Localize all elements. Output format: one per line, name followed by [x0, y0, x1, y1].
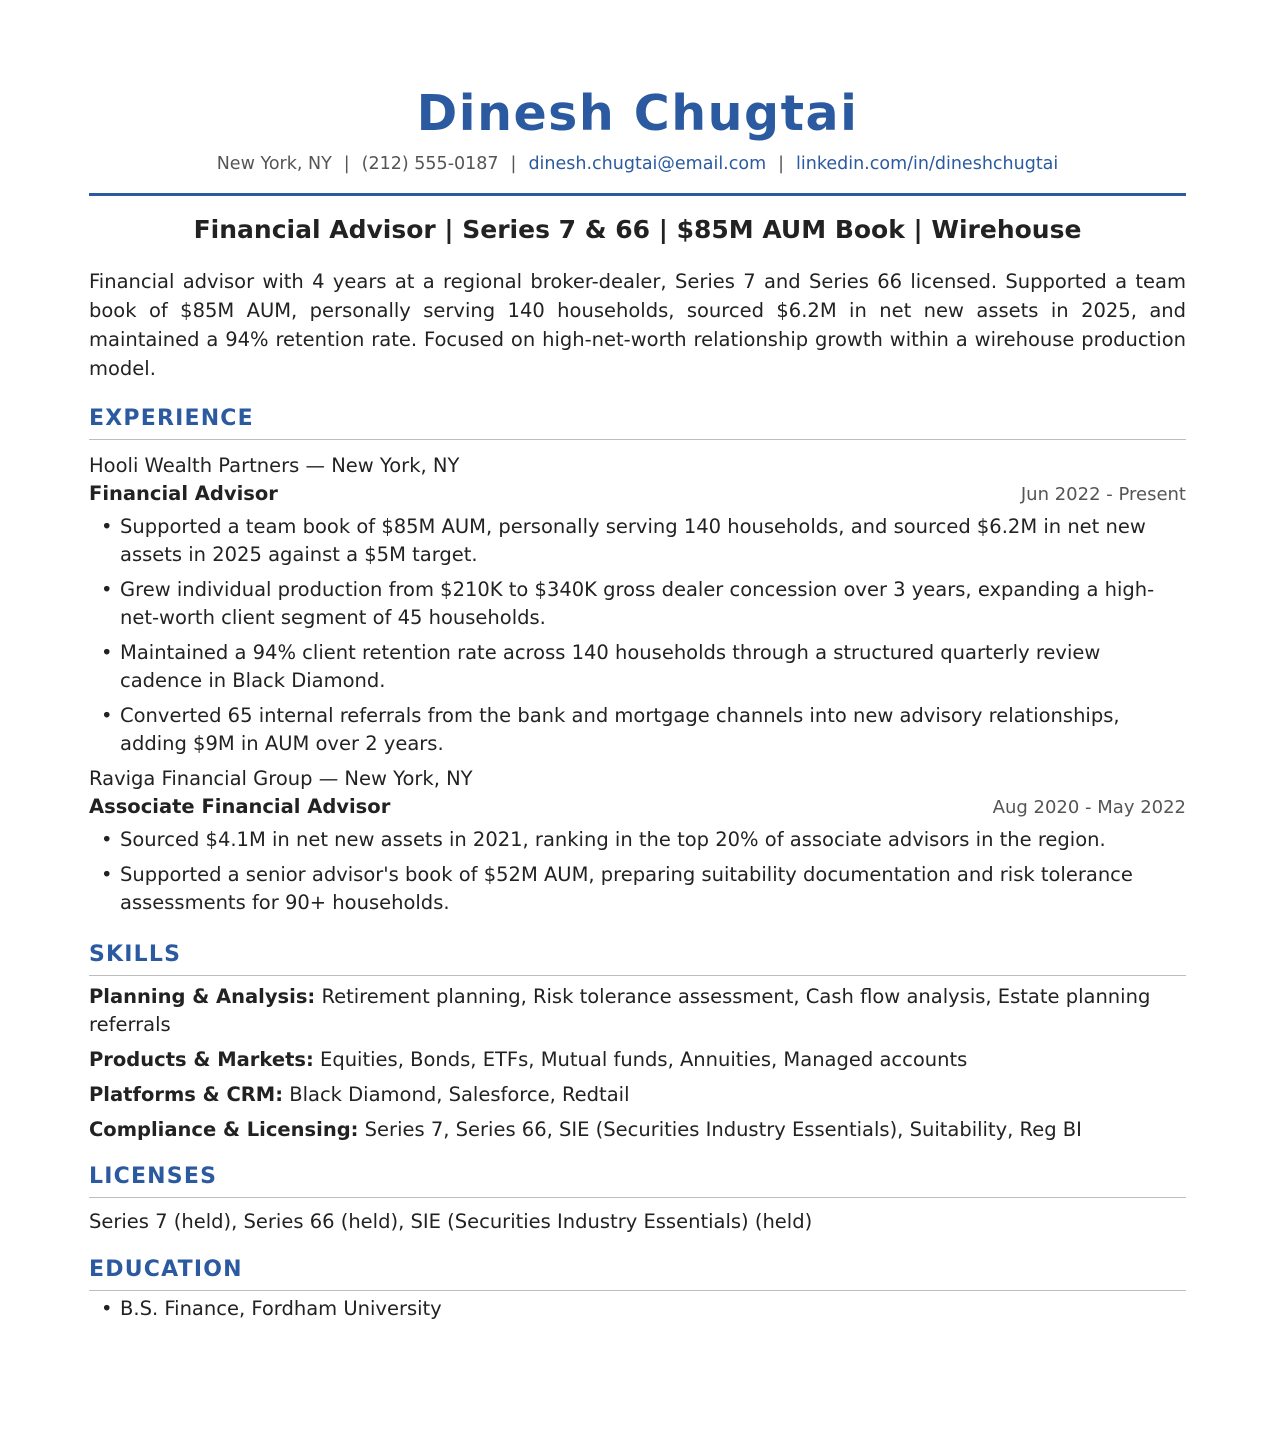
skill-line [89, 1046, 1186, 1074]
job-entry [89, 765, 1186, 917]
section-title-education: EDUCATION [89, 1257, 243, 1282]
contact-phone: (212) 555-0187 [361, 154, 499, 174]
bullet-text: Supported a senior advisor's book of $52M AUM, preparing suitability documentation and risk tolerance assessments for 90+ households. [120, 863, 1133, 914]
contact-separator: | [343, 154, 350, 174]
list-item [89, 826, 1186, 854]
list-item [89, 639, 1186, 695]
job-bullets [89, 513, 1186, 758]
section-title-skills: SKILLS [89, 942, 182, 967]
list-item [89, 576, 1186, 632]
contact-linkedin-link[interactable]: linkedin.com/in/dineshchugtai [796, 154, 1059, 174]
education-list [89, 1295, 1186, 1323]
contact-separator: | [510, 154, 517, 174]
bullet-icon: • [101, 641, 113, 664]
skill-line [89, 1081, 1186, 1109]
skill-items: Equities, Bonds, ETFs, Mutual funds, Annuities, Managed accounts [320, 1048, 968, 1071]
skill-category: Compliance & Licensing: [89, 1118, 359, 1141]
skill-line [89, 983, 1186, 1039]
bullet-text: Sourced $4.1M in net new assets in 2021, ranking in the top 20% of associate advisors in the region. [120, 828, 1106, 851]
list-item [89, 1295, 1186, 1323]
bullet-text: Supported a team book of $85M AUM, personally serving 140 households, and sourced $6.2M in net new assets in 2025 against a $5M target. [120, 515, 1146, 566]
contact-separator: | [778, 154, 785, 174]
job-title-row [89, 480, 1186, 509]
bullet-icon: • [101, 578, 113, 601]
bullet-icon: • [101, 1297, 113, 1320]
job-bullets [89, 826, 1186, 917]
summary-paragraph: Financial advisor with 4 years at a regional broker-dealer, Series 7 and Series 66 licensed. Supported a team book of $85M AUM, personally serving 140 households, sourced $6.2M in net new assets in 2025, and maintained a 94% retention rate. Focused on high-net-worth relationship growth within a wirehouse production model. [89, 270, 1186, 380]
bullet-text: Maintained a 94% client retention rate across 140 households through a structured quarterly review cadence in Black Diamond. [120, 641, 1101, 692]
job-dates: Aug 2020 - May 2022 [992, 797, 1186, 818]
contact-line [89, 152, 1186, 176]
job-title: Associate Financial Advisor [89, 795, 391, 818]
candidate-name: Dinesh Chugtai [416, 85, 859, 142]
contact-email-link[interactable]: dinesh.chugtai@email.com [528, 154, 767, 174]
job-entry [89, 452, 1186, 758]
experience-section [89, 405, 1186, 917]
job-dates: Jun 2022 - Present [1020, 484, 1186, 505]
skill-category: Products & Markets: [89, 1048, 314, 1071]
section-divider [89, 975, 1186, 976]
licenses-text: Series 7 (held), Series 66 (held), SIE (Securities Industry Essentials) (held) [89, 1210, 813, 1233]
professional-headline: Financial Advisor | Series 7 & 66 | $85M AUM Book | Wirehouse [193, 215, 1082, 244]
bullet-icon: • [101, 828, 113, 851]
bullet-icon: • [101, 515, 113, 538]
skill-items: Retirement planning, Risk tolerance assessment, Cash flow analysis, Estate planning referrals [89, 985, 1151, 1036]
skill-line [89, 1116, 1186, 1144]
bullet-icon: • [101, 863, 113, 886]
education-section [89, 1256, 1186, 1323]
bullet-text: Converted 65 internal referrals from the bank and mortgage channels into new advisory relationships, adding $9M in AUM over 2 years. [120, 704, 1120, 755]
job-company: Raviga Financial Group — New York, NY [89, 767, 473, 790]
list-item [89, 861, 1186, 917]
job-title-row [89, 793, 1186, 822]
section-title-experience: EXPERIENCE [89, 406, 254, 431]
section-divider [89, 1197, 1186, 1198]
list-item [89, 702, 1186, 758]
section-divider [89, 1290, 1186, 1291]
education-entry: B.S. Finance, Fordham University [120, 1297, 442, 1320]
licenses-section [89, 1163, 1186, 1236]
bullet-text: Grew individual production from $210K to $340K gross dealer concession over 3 years, expanding a high-net-worth client segment of 45 households. [120, 578, 1155, 629]
section-title-licenses: LICENSES [89, 1164, 218, 1189]
list-item [89, 513, 1186, 569]
bullet-icon: • [101, 704, 113, 727]
skill-category: Platforms & CRM: [89, 1083, 283, 1106]
header-divider [89, 193, 1186, 196]
skill-items: Series 7, Series 66, SIE (Securities Industry Essentials), Suitability, Reg BI [364, 1118, 1082, 1141]
skills-section [89, 941, 1186, 1144]
skill-items: Black Diamond, Salesforce, Redtail [289, 1083, 630, 1106]
skill-category: Planning & Analysis: [89, 985, 316, 1008]
job-company: Hooli Wealth Partners — New York, NY [89, 454, 460, 477]
section-divider [89, 439, 1186, 440]
job-title: Financial Advisor [89, 482, 278, 505]
contact-location: New York, NY [216, 154, 332, 174]
